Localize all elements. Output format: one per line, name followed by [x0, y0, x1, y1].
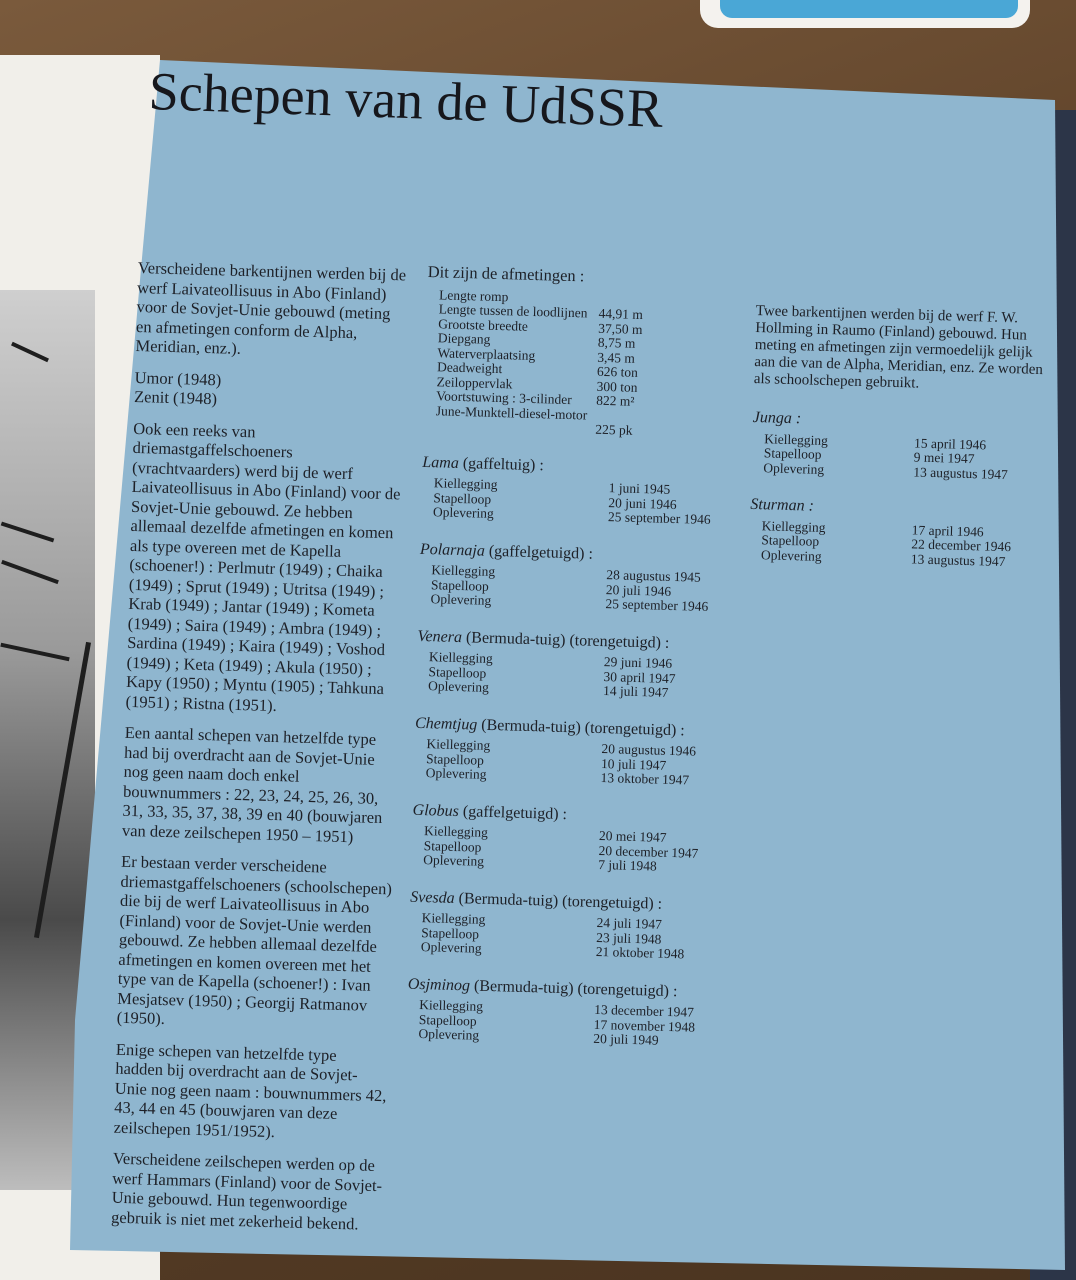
dimension-value: 300 ton	[596, 378, 638, 395]
ship-rig: (Bermuda-tuig) (torengetuigd) :	[473, 977, 678, 1000]
date-value: 22 december 1946	[911, 536, 1012, 555]
column-middle	[406, 262, 758, 1050]
paragraph: Een aantal schepen van hetzelfde type had bij overdracht aan de Sovjet-Unie nog geen naam doch enkel bouwnummers : 22, 23, 24, 25, 26, 30, 31, 33, 35, 37, 38, 39 en 40 (bouwjaren van deze zeilschepen 1950 – 1951)	[121, 722, 383, 846]
ship-name: Globus	[412, 801, 460, 820]
paragraph: Verscheidene zeilschepen werden op de werf Hammars (Finland) voor de Sovjet-Unie gebouwd. Hun tegenwoordige gebruik is niet met zekerheid bekend.	[110, 1148, 383, 1234]
dimension-label: Voortstuwing : 3-cilinder	[436, 388, 572, 408]
dimension-value: 3,45 m	[597, 349, 636, 366]
dimension-value: 626 ton	[596, 363, 639, 380]
date-value: 20 augustus 1946	[601, 741, 697, 759]
ship-block	[751, 408, 1043, 483]
ship-name: Sturman :	[750, 495, 815, 515]
ship-block	[416, 626, 748, 702]
date-label: Stapelloop	[428, 663, 487, 681]
ship-name: Venera	[417, 627, 463, 646]
ship-block	[406, 974, 738, 1050]
date-value: 23 juli 1948	[596, 929, 662, 947]
date-label: Kiellegging	[764, 430, 829, 448]
column-right	[749, 303, 1046, 570]
ship-name: Osjminog	[407, 975, 471, 994]
dimension-value: 37,50 m	[598, 320, 643, 337]
date-label: Stapelloop	[761, 532, 820, 549]
ship-rig: (gaffeltuig) :	[462, 454, 545, 474]
ship-block	[421, 452, 753, 528]
ship-name: Junga :	[752, 408, 802, 428]
date-value: 21 oktober 1948	[595, 943, 685, 962]
date-label: Stapelloop	[425, 750, 485, 768]
date-value: 15 april 1946	[913, 434, 987, 452]
ship-name: Zenit (1948)	[133, 386, 218, 409]
dimension-label: Lengte tussen de loodlijnen	[438, 301, 588, 321]
date-label: Stapelloop	[430, 576, 489, 594]
date-label: Stapelloop	[433, 489, 492, 507]
date-label: Kiellegging	[761, 517, 826, 535]
ship-rig: (Bermuda-tuig) (torengetuigd) :	[481, 716, 685, 739]
paragraph: Er bestaan verder verscheidene driemastgaffelschoeners (schoolschepen) die bij de werf Laivateollisuus in Abo (Finland) voor de Sovjet-Unie werden gebouwd. Ze hebben allemaal dezelfde afmetingen en komen overeen met het type van de Kapella (schoener!) : Ivan Mesjatsev (1950) ; Georgij Ratmanov (1950).	[116, 851, 393, 1029]
date-value: 28 augustus 1945	[606, 567, 702, 585]
date-value: 20 december 1947	[598, 842, 699, 861]
date-value: 10 juli 1947	[600, 755, 667, 773]
dimension-value: 225 pk	[595, 421, 633, 438]
dimension-label: Lengte romp	[438, 286, 509, 304]
dimension-label: Diepgang	[437, 330, 491, 347]
column-left	[111, 258, 410, 1246]
dimension-label: Waterverplaatsing	[437, 344, 536, 363]
ship-rig: (Bermuda-tuig) (torengetuigd) :	[465, 628, 670, 652]
dimension-label: Grootste breedte	[438, 315, 529, 334]
dimension-label: Zeiloppervlak	[436, 373, 513, 391]
date-label: Kiellegging	[419, 997, 484, 1014]
ship-block	[418, 539, 750, 615]
date-label: Kiellegging	[426, 736, 491, 753]
date-label: Oplevering	[427, 678, 490, 695]
date-label: Oplevering	[763, 459, 825, 477]
dimension-value: 822 m²	[595, 392, 635, 409]
dimension-label: Deadweight	[436, 359, 503, 377]
date-label: Kiellegging	[421, 910, 486, 927]
date-value: 30 april 1947	[603, 668, 676, 686]
date-label: Oplevering	[430, 591, 492, 608]
date-label: Kiellegging	[428, 649, 493, 666]
ship-block	[409, 887, 741, 963]
dimensions-heading: Dit zijn de afmetingen :	[427, 262, 585, 286]
ship-rig: (gaffelgetuigd) :	[488, 542, 594, 563]
ship-rig: (gaffelgetuigd) :	[462, 802, 568, 823]
ships-list	[406, 452, 752, 1050]
date-label: Stapelloop	[763, 445, 822, 462]
date-value: 24 juli 1947	[596, 914, 663, 932]
ship-rig: (Bermuda-tuig) (torengetuigd) :	[458, 889, 663, 913]
date-value: 17 april 1946	[911, 521, 984, 539]
date-label: Kiellegging	[423, 823, 489, 840]
date-value: 17 november 1948	[593, 1016, 696, 1035]
date-value: 25 september 1946	[607, 509, 711, 527]
date-value: 25 september 1946	[605, 596, 709, 614]
date-value: 13 december 1947	[593, 1001, 695, 1020]
ship-block	[414, 713, 746, 789]
date-value: 13 oktober 1947	[600, 770, 690, 788]
ship-name: Svesda	[410, 888, 455, 907]
page-title: Schepen van de UdSSR	[147, 60, 665, 139]
date-value: 20 juli 1949	[593, 1030, 659, 1048]
date-label: Stapelloop	[418, 1011, 477, 1029]
date-value: 20 juni 1946	[608, 494, 677, 512]
date-label: Oplevering	[760, 546, 822, 564]
ship-name: Polarnaja	[419, 540, 486, 560]
date-label: Oplevering	[423, 852, 485, 869]
ship-block	[411, 800, 743, 876]
ship-block	[749, 495, 1041, 570]
paragraph: Verscheidene barkentijnen werden bij de werf Laivateollisuus in Abo (Finland) voor de Sovjet-Unie gebouwd (meting en afmetingen conform de Alpha, Meridian, enz.).	[135, 258, 407, 358]
date-label: Stapelloop	[421, 924, 480, 942]
date-label: Oplevering	[420, 939, 482, 956]
date-value: 20 mei 1947	[598, 828, 667, 845]
date-value: 20 juli 1946	[605, 581, 672, 599]
dimensions-table	[423, 287, 757, 441]
date-label: Stapelloop	[423, 837, 482, 855]
date-value: 14 juli 1947	[602, 683, 669, 700]
date-label: Oplevering	[432, 504, 494, 521]
date-label: Oplevering	[418, 1026, 480, 1043]
date-value: 1 juni 1945	[608, 480, 671, 497]
dimension-label: June-Munktell-diesel-motor	[435, 402, 588, 423]
ship-name: Lama	[422, 453, 460, 472]
card-corner	[700, 0, 1030, 28]
ships-list-right	[749, 408, 1043, 570]
date-label: Kiellegging	[431, 562, 496, 579]
date-value: 13 augustus 1947	[913, 463, 1009, 482]
date-value: 9 mei 1947	[913, 449, 975, 467]
date-label: Oplevering	[425, 765, 487, 782]
date-value: 7 juli 1948	[598, 856, 657, 874]
dimension-value: 44,91 m	[598, 305, 644, 323]
date-label: Kiellegging	[433, 475, 498, 493]
date-value: 29 juni 1946	[603, 654, 673, 671]
paragraph: Twee barkentijnen werden bij de werf F. W. Hollming in Raumo (Finland) gebouwd. Hun meting en afmetingen zijn vermoedelijk gelijk aan die van de Alpha, Meridian, enz. Ze worden als schoolschepen gebruikt.	[753, 303, 1044, 392]
dimension-label	[435, 418, 595, 437]
date-value: 13 augustus 1947	[910, 550, 1006, 569]
ship-name: Chemtjug	[414, 714, 478, 734]
paragraph: Enige schepen van hetzelfde type hadden bij overdracht aan de Sovjet-Unie nog geen naam : bouwnummers 42, 43, 44 en 45 (bouwjaren van deze zeilschepen 1951/1952).	[113, 1039, 387, 1141]
paragraph: Ook een reeks van driemastgaffelschoeners (vrachtvaarders) werd bij de werf Laivateollisuus in Abo (Finland) voor de Sovjet-Unie gebouwd. Ze hebben allemaal dezelfde afmetingen en komen als type overeen met de Kapella (schoener!) : Perlmutr (1949) ; Chaika (1949) ; Sprut (1949) ; Utritsa (1949) ; Krab (1949) ; Jantar (1949) ; Kometa (1949) ; Saira (1949) ; Ambra (1949) ; Sardina (1949) ; Kaira (1949) ; Voshod (1949) ; Keta (1949) ; Akula (1950) ; Kapy (1950) ; Myntu (1905) ; Tahkuna (1951) ; Ristna (1951).	[125, 418, 401, 715]
dimension-value: 8,75 m	[597, 334, 636, 351]
ship-name: Umor (1948)	[134, 367, 222, 389]
